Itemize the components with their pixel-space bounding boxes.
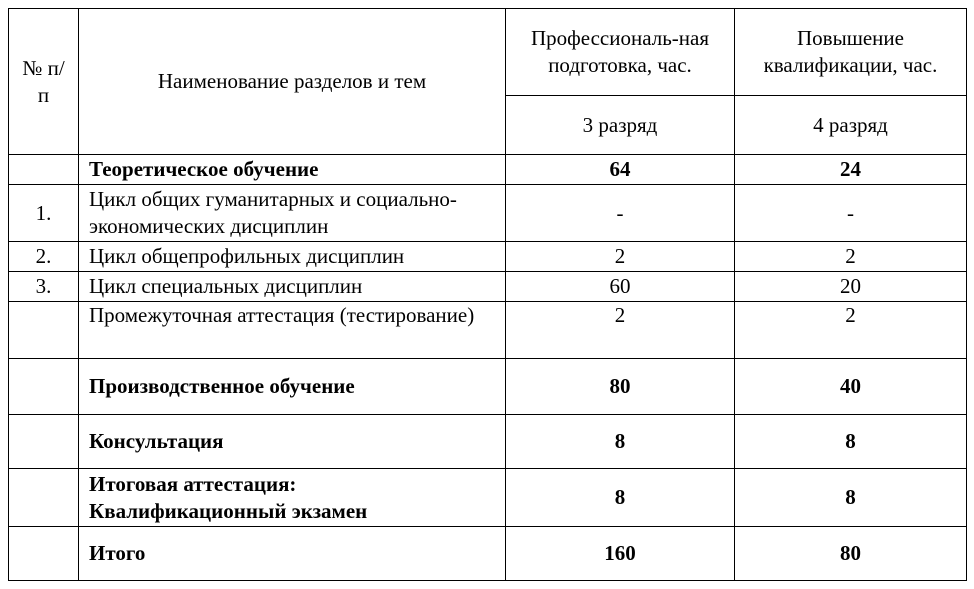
header-qualification: Повышение квалификации, час. [735, 9, 967, 96]
row-value-col1: - [506, 185, 735, 242]
table-row [9, 185, 967, 242]
header-row [9, 9, 967, 96]
row-value-col1: 60 [506, 272, 735, 302]
row-value-col2: 24 [735, 155, 967, 185]
row-value-col1: 8 [506, 469, 735, 527]
row-name: Цикл общих гуманитарных и социально-экономических дисциплин [79, 185, 506, 242]
row-num [9, 415, 79, 469]
row-name: Консультация [79, 415, 506, 469]
curriculum-table [8, 8, 967, 581]
row-value-col1: 80 [506, 359, 735, 415]
table-row [9, 155, 967, 185]
row-name: Промежуточная аттестация (тестирование) [79, 302, 506, 359]
table-row [9, 302, 967, 359]
row-value-col1: 160 [506, 527, 735, 581]
header-num: № п/п [9, 9, 79, 155]
row-value-col2: 2 [735, 242, 967, 272]
header-prof-training: Профессиональ-ная подготовка, час. [506, 9, 735, 96]
row-name: Теоретическое обучение [79, 155, 506, 185]
table-row [9, 359, 967, 415]
row-num [9, 155, 79, 185]
table-row [9, 469, 967, 527]
row-value-col1: 2 [506, 302, 735, 359]
row-value-col2: 80 [735, 527, 967, 581]
row-value-col2: 40 [735, 359, 967, 415]
row-num: 2. [9, 242, 79, 272]
row-value-col2: - [735, 185, 967, 242]
table-row [9, 272, 967, 302]
grade-col2: 4 разряд [735, 96, 967, 155]
row-name: Итого [79, 527, 506, 581]
header-name: Наименование разделов и тем [79, 9, 506, 155]
row-value-col2: 8 [735, 469, 967, 527]
row-name: Цикл специальных дисциплин [79, 272, 506, 302]
row-name: Цикл общепрофильных дисциплин [79, 242, 506, 272]
row-value-col1: 8 [506, 415, 735, 469]
row-num [9, 302, 79, 359]
row-value-col1: 64 [506, 155, 735, 185]
row-num: 3. [9, 272, 79, 302]
row-value-col2: 2 [735, 302, 967, 359]
row-num [9, 469, 79, 527]
table-row [9, 242, 967, 272]
row-value-col2: 8 [735, 415, 967, 469]
row-num [9, 359, 79, 415]
table-row [9, 527, 967, 581]
row-name: Итоговая аттестация: Квалификационный экзамен [79, 469, 506, 527]
row-num: 1. [9, 185, 79, 242]
row-name: Производственное обучение [79, 359, 506, 415]
row-num [9, 527, 79, 581]
table-row [9, 415, 967, 469]
row-value-col1: 2 [506, 242, 735, 272]
grade-col1: 3 разряд [506, 96, 735, 155]
row-value-col2: 20 [735, 272, 967, 302]
